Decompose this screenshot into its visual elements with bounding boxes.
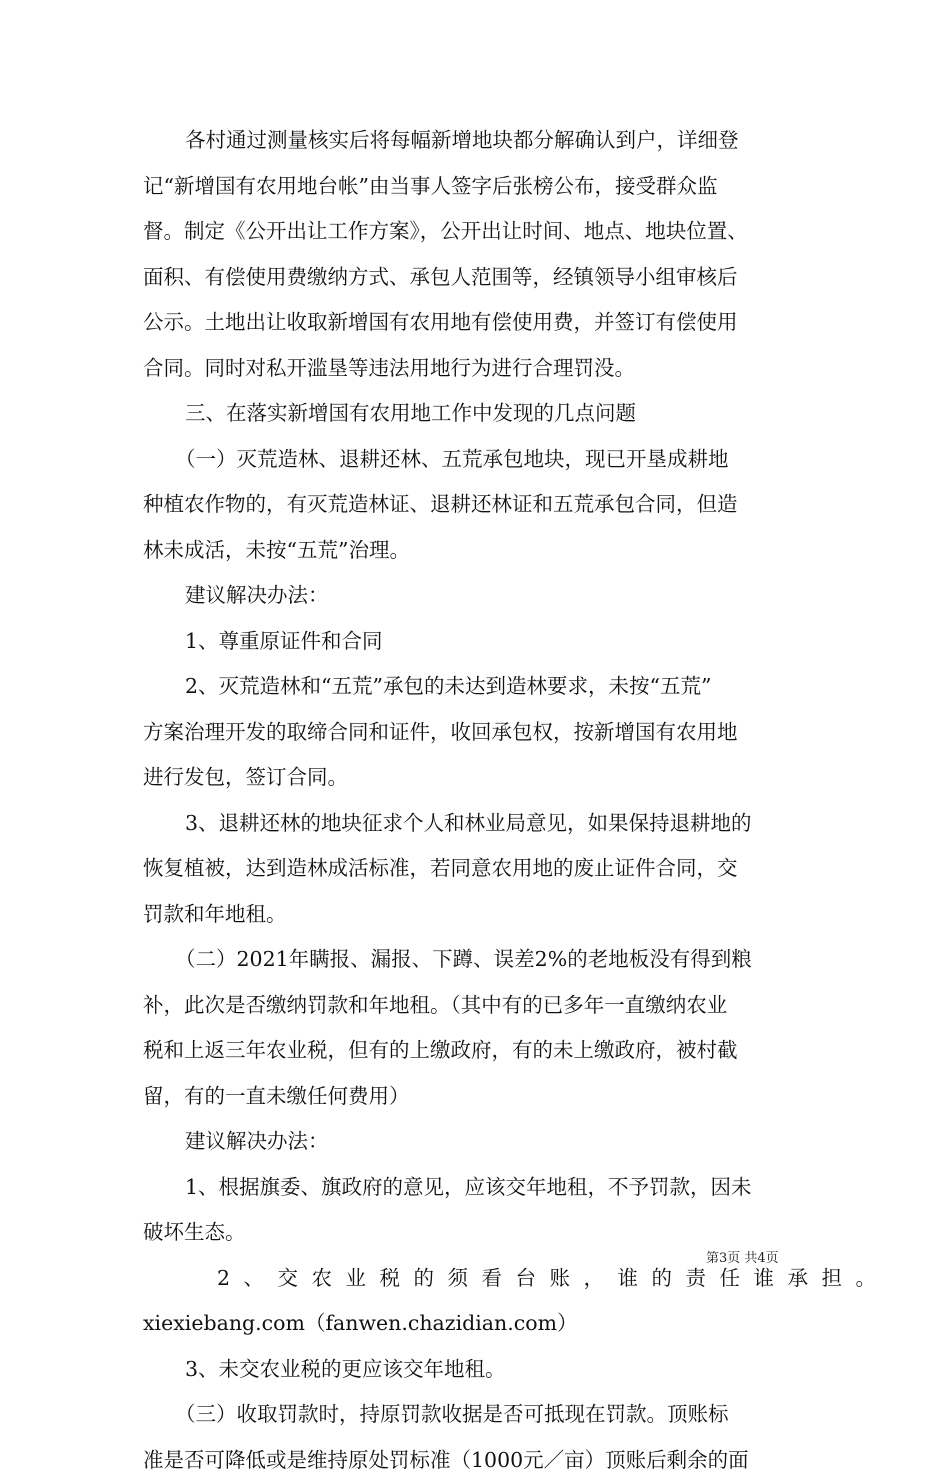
subheading: 建议解决办法： <box>143 1119 811 1165</box>
paragraph-line: 种植农作物的，有灭荒造林证、退耕还林证和五荒承包合同，但造 <box>143 482 811 528</box>
paragraph-line: 各村通过测量核实后将每幅新增地块都分解确认到户，详细登 <box>143 118 811 164</box>
list-item: 3、未交农业税的更应该交年地租。 <box>143 1347 811 1393</box>
list-item: 2、交农业税的须看台账，谁的责任谁承担。 <box>143 1256 811 1302</box>
paragraph-line: 罚款和年地租。 <box>143 892 811 938</box>
paragraph-line: 督。制定《公开出让工作方案》，公开出让时间、地点、地块位置、 <box>143 209 811 255</box>
paragraph-line: 准是否可降低或是维持原处罚标准（1000元／亩）顶账后剩余的面 <box>143 1438 811 1483</box>
paragraph-line: 合同。同时对私开滥垦等违法用地行为进行合理罚没。 <box>143 346 811 392</box>
list-item: 3、退耕还林的地块征求个人和林业局意见，如果保持退耕地的 <box>143 801 811 847</box>
paragraph-line: xiexiebang.com（fanwen.chazidian.com） <box>143 1301 811 1347</box>
paragraph-line: （二）2021年瞒报、漏报、下蹲、误差2%的老地板没有得到粮 <box>143 937 811 983</box>
paragraph-line: 方案治理开发的取缔合同和证件，收回承包权，按新增国有农用地 <box>143 710 811 756</box>
paragraph-line: （一）灭荒造林、退耕还林、五荒承包地块，现已开垦成耕地 <box>143 437 811 483</box>
paragraph-line: 林未成活，未按“五荒”治理。 <box>143 528 811 574</box>
paragraph-line: 面积、有偿使用费缴纳方式、承包人范围等，经镇领导小组审核后 <box>143 255 811 301</box>
paragraph-line: 公示。土地出让收取新增国有农用地有偿使用费，并签订有偿使用 <box>143 300 811 346</box>
paragraph-line: 进行发包，签订合同。 <box>143 755 811 801</box>
document-body <box>143 118 811 1483</box>
list-item: 2、灭荒造林和“五荒”承包的未达到造林要求，未按“五荒” <box>143 664 811 710</box>
paragraph-line: 税和上返三年农业税，但有的上缴政府，有的未上缴政府，被村截 <box>143 1028 811 1074</box>
page-number: 第3页 共4页 <box>706 1247 779 1266</box>
list-item: 1、根据旗委、旗政府的意见，应该交年地租，不予罚款，因未 <box>143 1165 811 1211</box>
paragraph-line: 补，此次是否缴纳罚款和年地租。（其中有的已多年一直缴纳农业 <box>143 983 811 1029</box>
paragraph-line: （三）收取罚款时，持原罚款收据是否可抵现在罚款。顶账标 <box>143 1392 811 1438</box>
section-heading: 三、在落实新增国有农用地工作中发现的几点问题 <box>143 391 811 437</box>
list-item: 1、尊重原证件和合同 <box>143 619 811 665</box>
paragraph-line: 破坏生态。 <box>143 1210 811 1256</box>
paragraph-line: 恢复植被，达到造林成活标准，若同意农用地的废止证件合同，交 <box>143 846 811 892</box>
paragraph-line: 记“新增国有农用地台帐”由当事人签字后张榜公布，接受群众监 <box>143 164 811 210</box>
paragraph-line: 留，有的一直未缴任何费用） <box>143 1074 811 1120</box>
subheading: 建议解决办法： <box>143 573 811 619</box>
